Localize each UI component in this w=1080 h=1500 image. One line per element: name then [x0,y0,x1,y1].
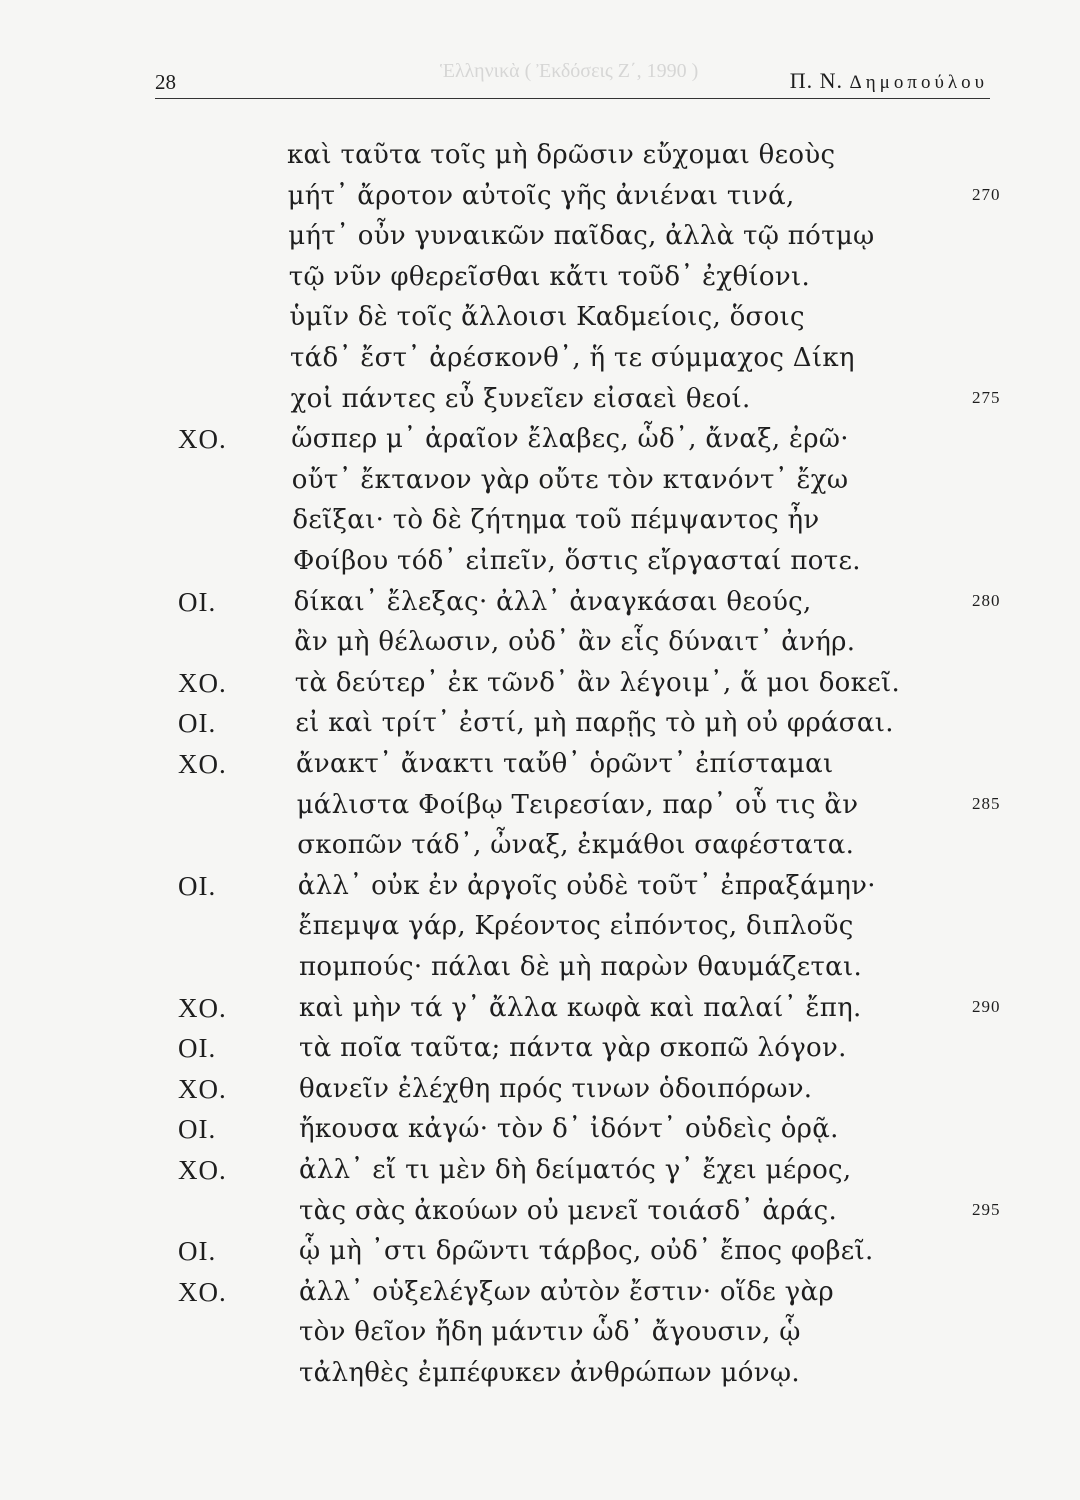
verse-line [0,993,1080,1033]
page-number: 28 [155,70,176,94]
verse-text-line: ᾧ μὴ ᾽στι δρῶντι τάρβος, οὐδ᾽ ἔπος φοβεῖ. [299,1236,874,1267]
speaker-label: ΟΙ. [178,1114,217,1145]
speaker-label: ΧΟ. [178,1073,227,1104]
speaker-label: ΟΙ. [178,586,217,617]
speaker-label: ΧΟ. [178,1155,227,1185]
verse-line [0,221,1080,261]
line-number: 280 [972,590,1001,610]
verse-line [0,871,1080,911]
speaker-label: ΧΟ. [178,749,227,779]
verse-text-line: ἤκουσα κἀγώ· τὸν δ᾽ ἰδόντ᾽ οὐδεὶς ὁρᾷ. [299,1114,839,1145]
verse-line [0,343,1080,383]
speaker-label: ΧΟ. [178,424,227,455]
verse-text-line: τἀληθὲς ἐμπέφυκεν ἀνθρώπων μόνῳ. [299,1358,800,1388]
verse-line [0,790,1080,830]
verse-text-line: οὔτ᾽ ἔκτανον γὰρ οὔτε τὸν κτανόντ᾽ ἔχω [291,464,849,495]
verse-line [0,1317,1080,1357]
speaker-label: ΟΙ. [178,1033,217,1064]
verse-line [0,749,1080,789]
verse-line [0,1277,1080,1317]
verse-line [0,1236,1080,1276]
verse-line [0,546,1080,586]
verse-line [0,830,1080,870]
verse-line [0,952,1080,992]
verse-text-line: Φοίβου τόδ᾽ εἰπεῖν, ὅστις εἴργασταί ποτε. [293,546,861,576]
author-initials: Π. Ν. [789,68,844,93]
verse-line [0,1155,1080,1195]
line-number: 290 [972,996,1001,1016]
verse-text-line: ἂν μὴ θέλωσιν, οὐδ᾽ ἂν εἷς δύναιτ᾽ ἀνήρ. [294,627,856,658]
verse-line [0,384,1080,424]
verse-line [0,668,1080,708]
verse-text-line: τὰ ποῖα ταῦτα; πάντα γὰρ σκοπῶ λόγον. [299,1033,847,1064]
line-number: 285 [972,793,1001,813]
line-number: 270 [972,184,1001,204]
verse-text-line: μήτ᾽ οὖν γυναικῶν παῖδας, ἀλλὰ τῷ πότμῳ [288,221,875,252]
verse-line [0,627,1080,667]
verse-text-line: πομπούς· πάλαι δὲ μὴ παρὼν θαυμάζεται. [299,952,863,982]
verse-line [0,1196,1080,1236]
verse-text-line: τάδ᾽ ἔστ᾽ ἀρέσκονθ᾽, ἥ τε σύμμαχος Δίκη [290,343,855,373]
verse-text-line: σκοπῶν τάδ᾽, ὦναξ, ἐκμάθοι σαφέστατα. [297,830,855,861]
verse-line [0,1114,1080,1154]
verse-line [0,465,1080,505]
verse-line [0,262,1080,302]
bleed-through-text: Ἑλληνικὰ ( Ἐκδόσεις Ζ΄, 1990 ) [440,60,699,82]
speaker-label: ΟΙ. [178,708,217,739]
author-surname: Δημοπούλου [849,72,988,93]
verse-text-line: θανεῖν ἐλέχθη πρός τινων ὁδοιπόρων. [299,1073,813,1104]
line-number: 275 [972,387,1001,407]
verse-line [0,140,1080,180]
verse-text-line: εἰ καὶ τρίτ᾽ ἐστί, μὴ παρῇς τὸ μὴ οὐ φράσαι. [295,708,894,739]
verse-line [0,708,1080,748]
verse-text-line: ἔπεμψα γάρ, Κρέοντος εἰπόντος, διπλοῦς [298,911,854,942]
verse-line [0,424,1080,464]
verse-text-line: δεῖξαι· τὸ δὲ ζήτημα τοῦ πέμψαντος ἦν [292,505,820,536]
speaker-label: ΧΟ. [178,1276,227,1307]
verse-line [0,505,1080,545]
verse-text-line: ἀλλ᾽ οὑξελέγξων αὐτὸν ἔστιν· οἵδε γὰρ [299,1276,834,1307]
verse-text-line: ἀλλ᾽ εἴ τι μὲν δὴ δείματός γ᾽ ἔχει μέρος, [299,1155,852,1185]
verse-text-line: τὸν θεῖον ἤδη μάντιν ὧδ᾽ ἄγουσιν, ᾧ [299,1317,801,1348]
verse-text-line: τῷ νῦν φθερεῖσθαι κἄτι τοῦδ᾽ ἐχθίονι. [288,261,811,292]
verse-text-line: χοἰ πάντες εὖ ξυνεῖεν εἰσαεὶ θεοί. [290,383,751,414]
verse-text-line: δίκαι᾽ ἔλεξας· ἀλλ᾽ ἀναγκάσαι θεούς, [293,586,812,617]
line-number: 295 [972,1199,1001,1219]
verse-line [0,1074,1080,1114]
verse-line [0,1033,1080,1073]
verse-text-line: καὶ ταῦτα τοῖς μὴ δρῶσιν εὔχομαι θεοὺς [287,140,836,170]
verse-line [0,302,1080,342]
speaker-label: ΧΟ. [178,667,227,698]
speaker-label: ΟΙ. [178,870,217,901]
verse-text-line: τὰς σὰς ἀκούων οὐ μενεῖ τοιάσδ᾽ ἀράς. [299,1195,838,1226]
speaker-label: ΟΙ. [178,1236,217,1267]
verse-text-line: μάλιστα Φοίβῳ Τειρεσίαν, παρ᾽ οὗ τις ἂν [296,789,859,820]
verse-line [0,587,1080,627]
verse-text-line: καὶ μὴν τά γ᾽ ἄλλα κωφὰ καὶ παλαί᾽ ἔπη. [299,992,862,1023]
verse-text-line: τὰ δεύτερ᾽ ἐκ τῶνδ᾽ ἂν λέγοιμ᾽, ἅ μοι δοκεῖ. [294,667,901,698]
verse-line [0,1358,1080,1398]
verse-text-line: ἄνακτ᾽ ἄνακτι ταὔθ᾽ ὁρῶντ᾽ ἐπίσταμαι [296,749,834,779]
speaker-label: ΧΟ. [178,992,227,1023]
verse-text-line: ὑμῖν δὲ τοῖς ἄλλοισι Καδμείοις, ὅσοις [289,302,805,333]
verse-text-line: μήτ᾽ ἄροτον αὐτοῖς γῆς ἀνιέναι τινά, [287,180,795,211]
verse-line [0,181,1080,221]
verse-text-line: ἀλλ᾽ οὐκ ἐν ἀργοῖς οὐδὲ τοῦτ᾽ ἐπραξάμην· [297,870,876,901]
verse-text-line: ὥσπερ μ᾽ ἀραῖον ἔλαβες, ὧδ᾽, ἄναξ, ἐρῶ· [291,424,849,455]
verse-line [0,911,1080,951]
